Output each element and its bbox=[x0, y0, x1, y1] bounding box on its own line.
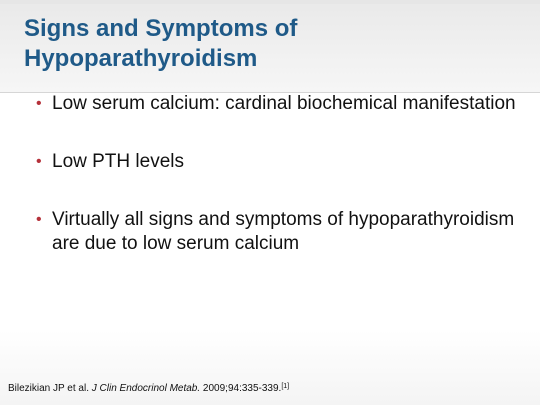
bullet-text: Low PTH levels bbox=[52, 151, 184, 172]
citation-details: 2009;94:335-339. bbox=[202, 383, 282, 394]
bullet-marker: • bbox=[36, 95, 42, 112]
slide-title-line-1: Signs and Symptoms of bbox=[24, 15, 298, 42]
citation-journal: J Clin Endocrinol Metab. bbox=[91, 383, 201, 394]
bullet-text: Virtually all signs and symptoms of hypoparathyroidism are due to low serum calcium bbox=[52, 209, 515, 254]
citation-ref-marker: [1] bbox=[281, 383, 290, 390]
slide-title-line-2: Hypoparathyroidism bbox=[24, 45, 258, 72]
slide-title bbox=[24, 14, 524, 74]
citation-authors: Bilezikian JP et al. bbox=[8, 383, 89, 394]
bullet-item bbox=[36, 92, 516, 116]
bullet-text: Low serum calcium: cardinal biochemical manifestation bbox=[52, 93, 516, 114]
bullet-marker: • bbox=[36, 153, 42, 170]
citation bbox=[8, 383, 289, 395]
title-top-bar bbox=[0, 0, 540, 4]
bullet-marker: • bbox=[36, 211, 42, 228]
bullet-list bbox=[36, 92, 516, 256]
bullet-item bbox=[36, 208, 516, 256]
bullet-item bbox=[36, 150, 516, 174]
